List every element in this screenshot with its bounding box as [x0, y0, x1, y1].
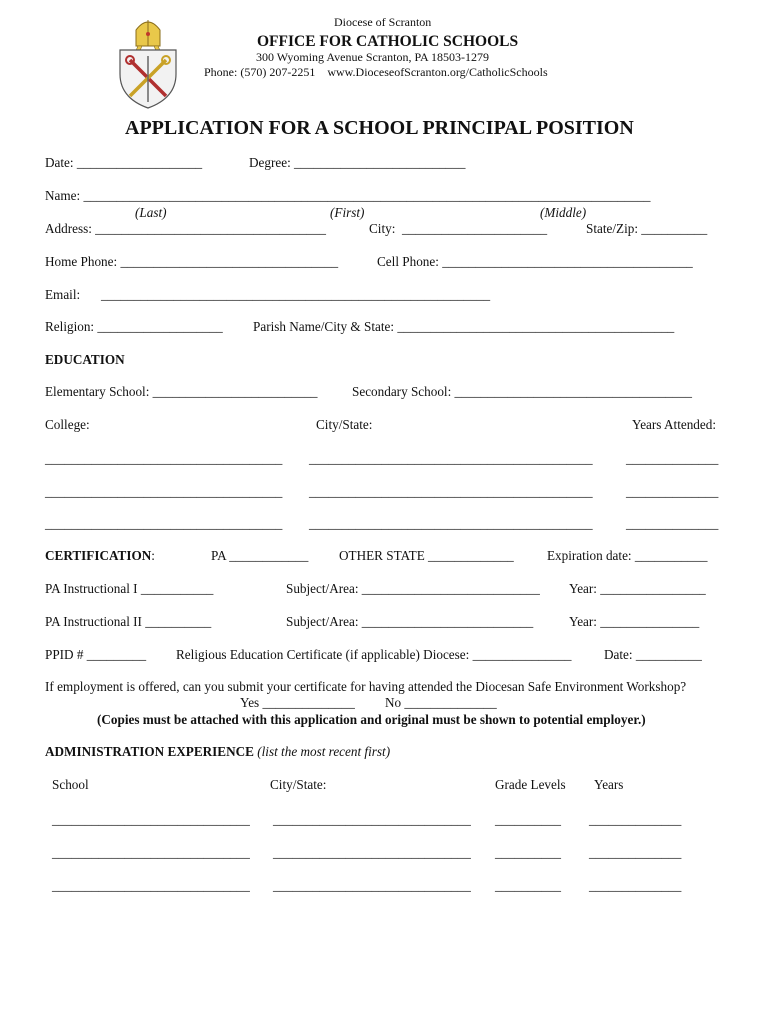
- pa-instructional-1-field[interactable]: PA Instructional I ___________: [45, 581, 214, 596]
- admin-city-line[interactable]: ______________________________: [273, 812, 471, 827]
- admin-years-line[interactable]: ______________: [589, 812, 682, 827]
- admin-city-state-header: City/State:: [270, 777, 327, 792]
- name-field[interactable]: Name: ______________________________________________________________________________________: [45, 188, 651, 203]
- college-city-line[interactable]: ___________________________________________: [309, 484, 593, 499]
- expiration-date-field[interactable]: Expiration date: ___________: [547, 548, 708, 563]
- years-attended-label: Years Attended:: [632, 417, 717, 432]
- subject-area-2-field[interactable]: Subject/Area: __________________________: [286, 614, 534, 629]
- admin-school-line[interactable]: ______________________________: [52, 845, 250, 860]
- admin-years-header: Years: [594, 777, 624, 792]
- admin-grade-line[interactable]: __________: [495, 878, 561, 893]
- admin-city-line[interactable]: ______________________________: [273, 878, 471, 893]
- ppid-field[interactable]: PPID # _________: [45, 647, 147, 662]
- city-field[interactable]: City: ______________________: [369, 221, 548, 236]
- degree-field[interactable]: Degree: __________________________: [249, 155, 466, 170]
- diocese-crest-logo: [112, 16, 184, 110]
- college-name-line[interactable]: ____________________________________: [45, 516, 283, 531]
- office-phone-web: Phone: (570) 207-2251 www.DioceseofScranton.org/CatholicSchools: [204, 65, 548, 79]
- secondary-school-field[interactable]: Secondary School: ____________________________________: [352, 384, 692, 399]
- state-zip-field[interactable]: State/Zip: __________: [586, 221, 708, 236]
- certification-heading: [45, 549, 155, 562]
- office-name: OFFICE FOR CATHOLIC SCHOOLS: [257, 33, 519, 50]
- address-field[interactable]: Address: ___________________________________: [45, 221, 326, 236]
- safe-env-no-field[interactable]: No ______________: [385, 695, 497, 710]
- parish-field[interactable]: Parish Name/City & State: __________________________________________: [253, 319, 675, 334]
- admin-school-line[interactable]: ______________________________: [52, 878, 250, 893]
- admin-years-line[interactable]: ______________: [589, 878, 682, 893]
- college-city-line[interactable]: ___________________________________________: [309, 516, 593, 531]
- elementary-school-field[interactable]: Elementary School: _________________________: [45, 384, 318, 399]
- safe-environment-question: If employment is offered, can you submit your certificate for having attended the Diocesan Safe Environment Workshop?: [45, 679, 687, 694]
- college-city-line[interactable]: ___________________________________________: [309, 451, 593, 466]
- pa-cert-field[interactable]: PA ____________: [211, 548, 309, 563]
- pa-instructional-2-field[interactable]: PA Instructional II __________: [45, 614, 212, 629]
- date-field[interactable]: Date: ___________________: [45, 155, 203, 170]
- admin-city-line[interactable]: ______________________________: [273, 845, 471, 860]
- admin-heading-note: (list the most recent first): [257, 744, 391, 759]
- college-name-line[interactable]: ____________________________________: [45, 484, 283, 499]
- admin-grade-line[interactable]: __________: [495, 812, 561, 827]
- subject-area-1-field[interactable]: Subject/Area: ___________________________: [286, 581, 540, 596]
- admin-years-line[interactable]: ______________: [589, 845, 682, 860]
- admin-heading-label: ADMINISTRATION EXPERIENCE: [45, 744, 254, 759]
- email-field[interactable]: ___________________________________________________________: [101, 287, 491, 302]
- education-heading: EDUCATION: [45, 352, 125, 367]
- safe-env-yes-field[interactable]: Yes ______________: [240, 695, 355, 710]
- religious-ed-cert-field[interactable]: Religious Education Certificate (if applicable) Diocese: _______________: [176, 647, 572, 662]
- copies-note: (Copies must be attached with this application and original must be shown to potential employer.): [97, 712, 646, 727]
- admin-experience-heading: [45, 745, 390, 758]
- college-name-line[interactable]: ____________________________________: [45, 451, 283, 466]
- college-years-line[interactable]: ______________: [626, 516, 719, 531]
- page-title: APPLICATION FOR A SCHOOL PRINCIPAL POSITION: [125, 117, 634, 139]
- college-city-state-label: City/State:: [316, 417, 373, 432]
- certification-colon: :: [151, 548, 155, 563]
- first-name-caption: (First): [330, 205, 365, 220]
- admin-grade-levels-header: Grade Levels: [495, 777, 566, 792]
- last-name-caption: (Last): [135, 205, 167, 220]
- home-phone-field[interactable]: Home Phone: _________________________________: [45, 254, 339, 269]
- middle-name-caption: (Middle): [540, 205, 587, 220]
- college-years-line[interactable]: ______________: [626, 451, 719, 466]
- year-2-field[interactable]: Year: _______________: [569, 614, 700, 629]
- email-label: Email:: [45, 287, 81, 302]
- admin-school-header: School: [52, 777, 89, 792]
- cell-phone-field[interactable]: Cell Phone: ______________________________________: [377, 254, 693, 269]
- office-address: 300 Wyoming Avenue Scranton, PA 18503-1279: [256, 50, 490, 64]
- year-1-field[interactable]: Year: ________________: [569, 581, 706, 596]
- certification-label: CERTIFICATION: [45, 548, 152, 563]
- religious-cert-date-field[interactable]: Date: __________: [604, 647, 702, 662]
- admin-school-line[interactable]: ______________________________: [52, 812, 250, 827]
- college-label: College:: [45, 417, 90, 432]
- religion-field[interactable]: Religion: ___________________: [45, 319, 223, 334]
- diocese-name: Diocese of Scranton: [334, 15, 432, 29]
- other-state-field[interactable]: OTHER STATE _____________: [339, 548, 514, 563]
- college-years-line[interactable]: ______________: [626, 484, 719, 499]
- admin-grade-line[interactable]: __________: [495, 845, 561, 860]
